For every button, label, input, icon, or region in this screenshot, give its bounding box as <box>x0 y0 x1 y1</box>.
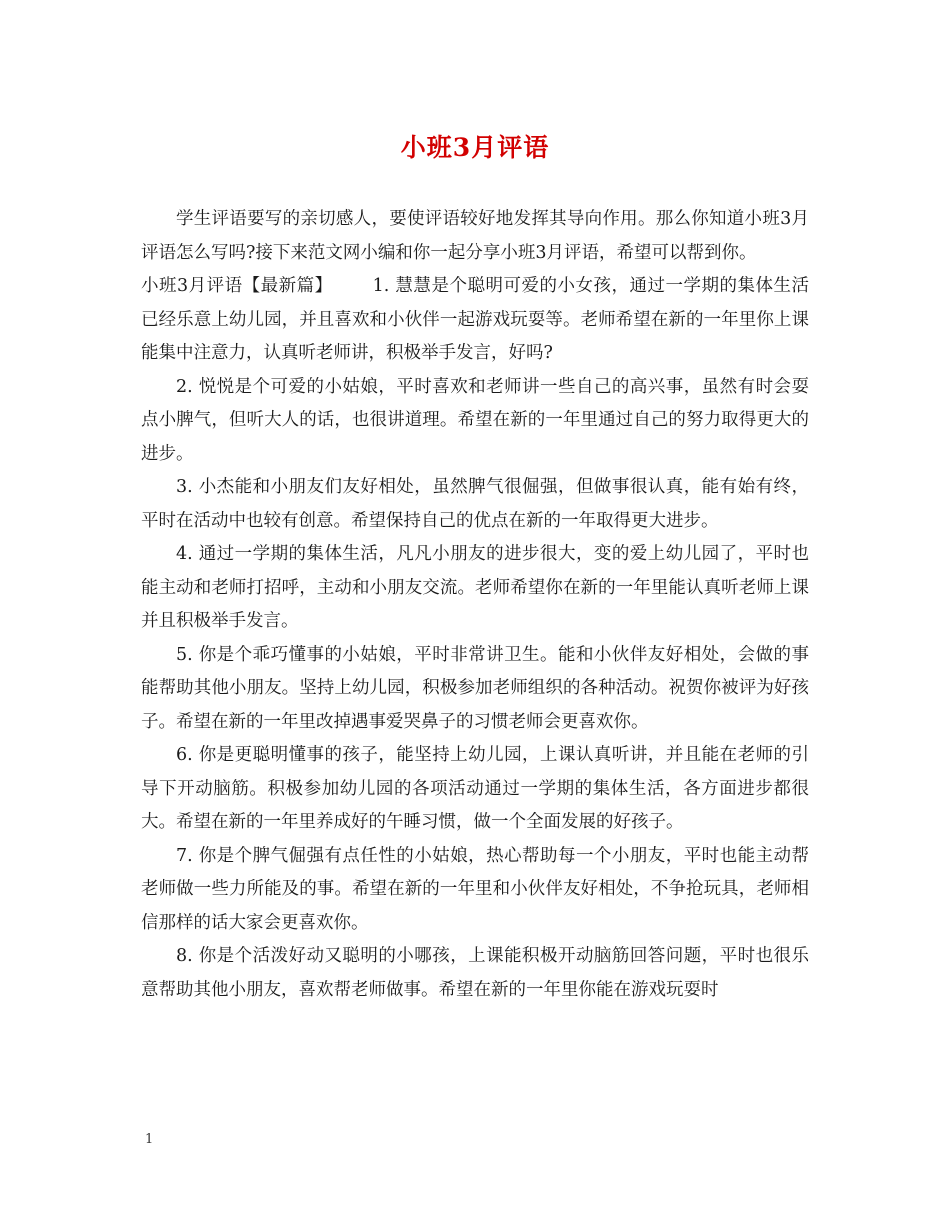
comment-item-5: 5. 你是个乖巧懂事的小姑娘，平时非常讲卫生。能和小伙伴友好相处，会做的事能帮助其他小朋友。坚持上幼儿园，积极参加老师组织的各种活动。祝贺你被评为好孩子。希望在新的一年里改掉遇事爱哭鼻子的习惯老师会更喜欢你。 <box>141 644 809 732</box>
comment-item-7: 7. 你是个脾气倔强有点任性的小姑娘，热心帮助每一个小朋友，平时也能主动帮老师做一些力所能及的事。希望在新的一年里和小伙伴友好相处，不争抢玩具，老师相信那样的话大家会更喜欢你。 <box>141 845 809 933</box>
section-label: 小班3月评语【最新篇】 <box>141 276 333 296</box>
comment-item-2: 2. 悦悦是个可爱的小姑娘，平时喜欢和老师讲一些自己的高兴事，虽然有时会耍点小脾气，但听大人的话，也很讲道理。希望在新的一年里通过自己的努力取得更大的进步。 <box>141 376 809 464</box>
comment-item-4: 4. 通过一学期的集体生活，凡凡小朋友的进步很大，变的爱上幼儿园了，平时也能主动和老师打招呼，主动和小朋友交流。老师希望你在新的一年里能认真听老师上课并且积极举手发言。 <box>141 544 809 631</box>
document-title: 小班3月评语 <box>400 133 550 162</box>
section-paragraph <box>141 270 809 371</box>
intro-paragraph: 学生评语要写的亲切感人，要使评语较好地发挥其导向作用。那么你知道小班3月评语怎么写吗?接下来范文网小编和你一起分享小班3月评语，希望可以帮到你。 <box>141 209 809 263</box>
comment-item-8: 8. 你是个活泼好动又聪明的小哪孩，上课能积极开动脑筋回答问题，平时也很乐意帮助其他小朋友，喜欢帮老师做事。希望在新的一年里你能在游戏玩耍时 <box>141 946 809 1000</box>
comment-item-3: 3. 小杰能和小朋友们友好相处，虽然脾气很倔强，但做事很认真，能有始有终，平时在活动中也较有创意。希望保持自己的优点在新的一年取得更大进步。 <box>141 477 809 531</box>
page-number: 1 <box>145 1132 154 1147</box>
comment-item-1: 1. 慧慧是个聪明可爱的小女孩，通过一学期的集体生活已经乐意上幼儿园，并且喜欢和小伙伴一起游戏玩耍等。老师希望在新的一年里你上课能集中注意力，认真听老师讲，积极举手发言，好吗? <box>141 276 809 363</box>
comment-item-6: 6. 你是更聪明懂事的孩子，能坚持上幼儿园，上课认真听讲，并且能在老师的引导下开动脑筋。积极参加幼儿园的各项活动通过一学期的集体生活，各方面进步都很大。希望在新的一年里养成好的午睡习惯，做一个全面发展的好孩子。 <box>141 745 809 832</box>
document-body <box>141 203 809 1007</box>
